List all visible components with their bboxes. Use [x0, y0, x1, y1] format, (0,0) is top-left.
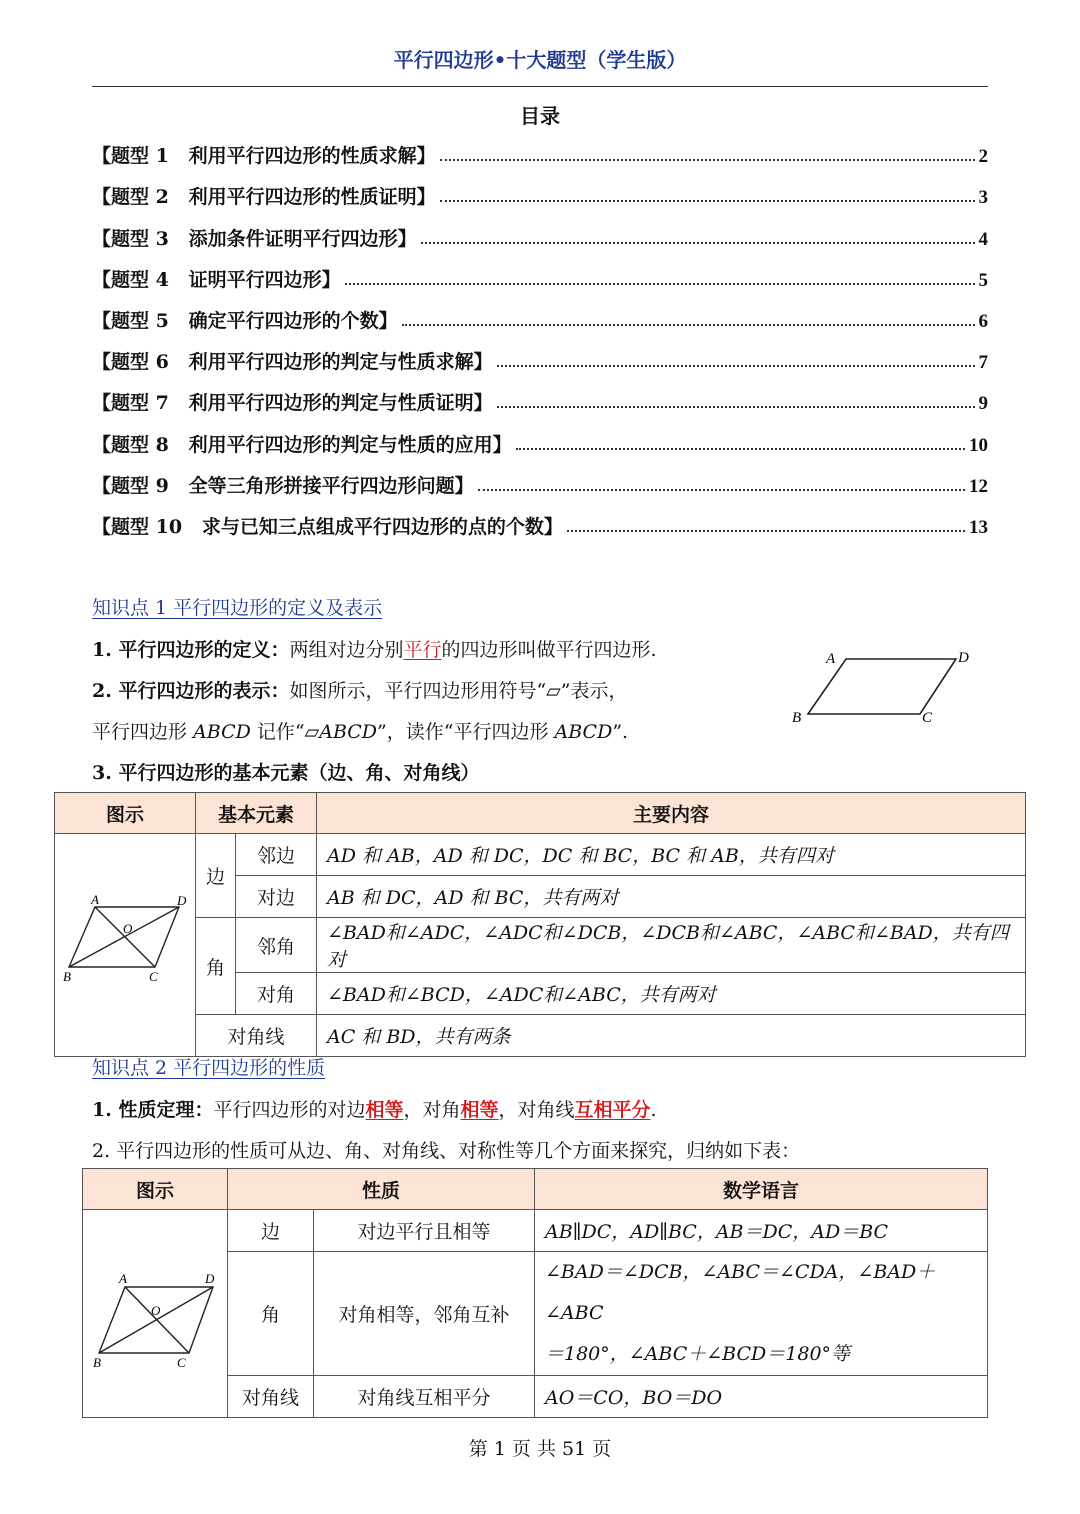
k1-notation: 2. 平行四边形的表示：如图所示，平行四边形用符号“▱”表示，: [92, 680, 628, 702]
toc-item[interactable]: 【题型 3 添加条件证明平行四边形】 4: [92, 228, 988, 250]
group-side: 边: [196, 834, 236, 918]
col-header: 主要内容: [317, 793, 1026, 834]
toc-item[interactable]: 【题型 9 全等三角形拼接平行四边形问题】 12: [92, 475, 988, 497]
col-header: 性质: [228, 1169, 535, 1210]
svg-text:O: O: [123, 920, 133, 936]
svg-text:B: B: [792, 710, 802, 726]
toc-item[interactable]: 【题型 4 证明平行四边形】 5: [92, 269, 988, 291]
toc-item[interactable]: 【题型 1 利用平行四边形的性质求解】 2: [92, 145, 988, 167]
col-header: 图示: [55, 793, 196, 834]
svg-text:O: O: [151, 1303, 161, 1318]
svg-text:D: D: [205, 1271, 215, 1286]
parallelogram-diagonals-figure: [55, 893, 195, 993]
page-footer: 第 1 页 共 51 页: [468, 1438, 612, 1460]
section-title-k2: 知识点 2 平行四边形的性质: [92, 1057, 326, 1079]
figure-cell: [55, 834, 196, 1057]
k2-summary: 2. 平行四边形的性质可从边、角、对角线、对称性等几个方面来探究，归纳如下表：: [92, 1140, 801, 1162]
toc-item[interactable]: 【题型 2 利用平行四边形的性质证明】 3: [92, 186, 988, 208]
col-header: 图示: [83, 1169, 228, 1210]
svg-text:B: B: [63, 968, 71, 984]
toc-item[interactable]: 【题型 8 利用平行四边形的判定与性质的应用】 10: [92, 434, 988, 456]
group-angle: 角: [196, 918, 236, 1015]
header-divider: [92, 86, 988, 87]
svg-text:D: D: [177, 892, 187, 908]
toc-item[interactable]: 【题型 10 求与已知三点组成平行四边形的点的个数】 13: [92, 516, 988, 538]
k1-definition: 1. 平行四边形的定义：两组对边分别平行的四边形叫做平行四边形.: [92, 639, 657, 661]
svg-text:C: C: [149, 968, 158, 984]
properties-table: 图示 性质 数学语言 A D O B C 边 对边平行且相等 AB∥DC，AD∥BC，AB＝DC，AD＝BC 角 对角相等，邻角互补 ∠BAD＝∠DCB，∠ABC＝∠CDA，∠BAD＋∠ABC ＝180°，∠ABC＋∠BCD＝180°等 对角线 对角线互相平分 AO＝CO，BO＝DO: [82, 1168, 988, 1418]
k1-elements-heading: 3. 平行四边形的基本元素（边、角、对角线）: [92, 762, 480, 784]
page-header: 平行四边形•十大题型（学生版）: [393, 48, 687, 72]
col-header: 基本元素: [196, 793, 317, 834]
svg-text:A: A: [826, 651, 836, 667]
parallelogram-diagonals-figure: [83, 1251, 227, 1371]
svg-text:A: A: [119, 1271, 127, 1286]
k1-notation-detail: 平行四边形 ABCD 记作“▱ABCD”，读作“平行四边形 ABCD”.: [92, 721, 629, 743]
k2-theorem: 1. 性质定理：平行四边形的对边相等，对角相等，对角线互相平分.: [92, 1099, 657, 1121]
toc-title: 目录: [520, 104, 560, 128]
svg-text:C: C: [177, 1355, 186, 1370]
svg-text:C: C: [922, 710, 933, 726]
elements-table: 图示 基本元素 主要内容 A D O B C 边 邻边 AD 和 AB，AD 和 DC，DC 和 BC，BC 和 AB，共有四对 对边 AB 和 DC，AD 和 BC，共有两对 角 邻角 ∠BAD和∠ADC，∠ADC和∠DCB，∠DCB和∠ABC，∠ABC和∠BAD，共有四对 对角 ∠BAD和∠BCD，∠ADC和∠ABC，共有两对 对角线 AC 和 BD，共有两条: [54, 792, 1026, 1057]
svg-text:B: B: [93, 1355, 101, 1370]
toc-item[interactable]: 【题型 6 利用平行四边形的判定与性质求解】 7: [92, 351, 988, 373]
toc-item[interactable]: 【题型 7 利用平行四边形的判定与性质证明】 9: [92, 392, 988, 414]
toc-item[interactable]: 【题型 5 确定平行四边形的个数】 6: [92, 310, 988, 332]
svg-text:A: A: [91, 892, 99, 907]
parallelogram-figure: [786, 642, 986, 728]
svg-text:D: D: [958, 650, 969, 666]
figure-cell: [83, 1210, 228, 1418]
section-title-k1: 知识点 1 平行四边形的定义及表示: [92, 597, 383, 619]
col-header: 数学语言: [535, 1169, 988, 1210]
